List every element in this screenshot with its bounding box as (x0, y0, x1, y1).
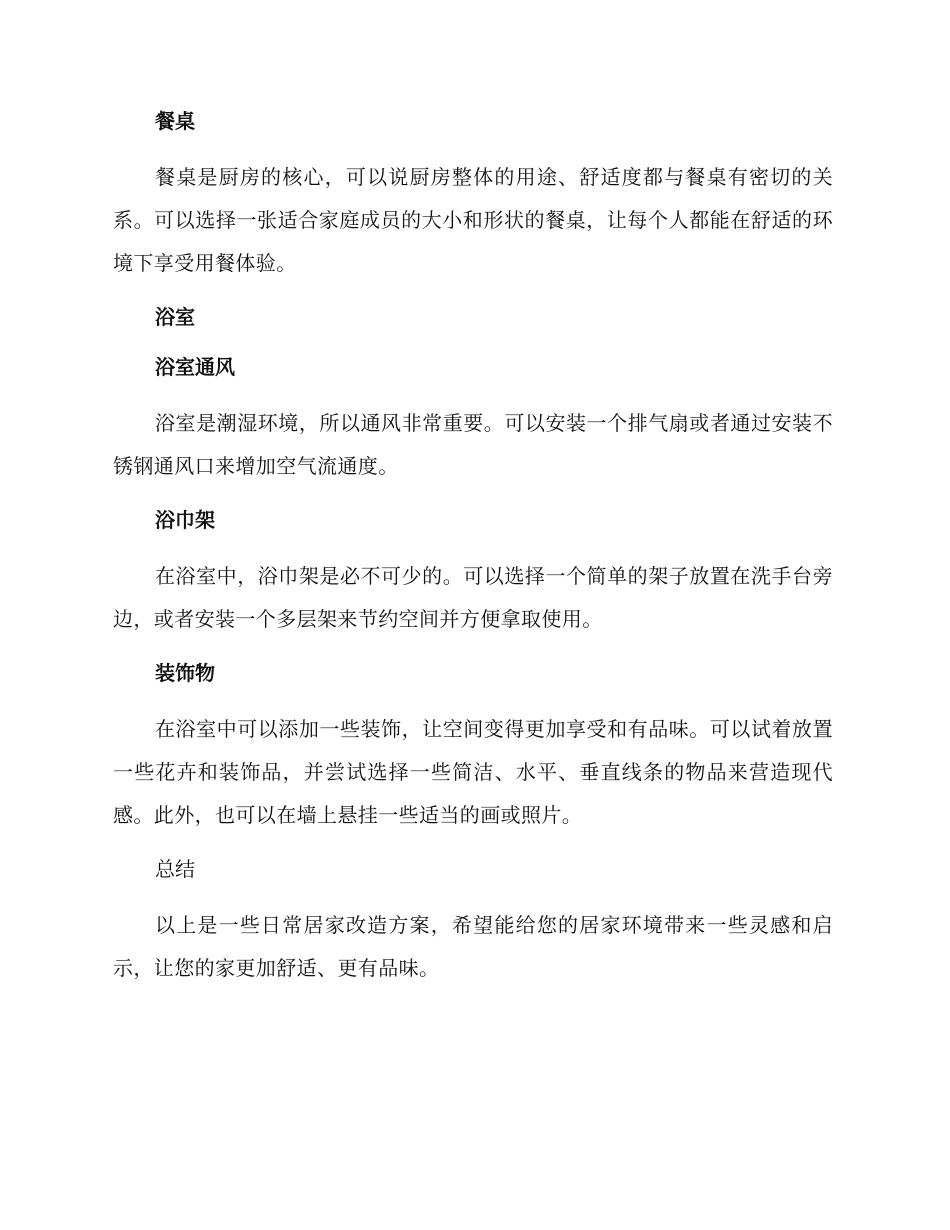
section-paragraph-bathroom-ventilation: 浴室是潮湿环境，所以通风非常重要。可以安装一个排气扇或者通过安装不锈钢通风口来增加空气流通度。 (113, 411, 833, 478)
section-paragraph-decorations: 在浴室中可以添加一些装饰，让空间变得更加享受和有品味。可以试着放置一些花卉和装饰品，并尝试选择一些简洁、水平、垂直线条的物品来营造现代感。此外，也可以在墙上悬挂一些适当的画或照片。 (113, 717, 833, 827)
section-heading-bathroom-ventilation: 浴室通风 (155, 355, 235, 379)
document-body (113, 106, 833, 1007)
section-heading-dining-table: 餐桌 (155, 109, 195, 133)
section-paragraph-towel-rack: 在浴室中，浴巾架是必不可少的。可以选择一个简单的架子放置在洗手台旁边，或者安装一个多层架来节约空间并方便拿取使用。 (113, 564, 833, 631)
section-paragraph-summary: 以上是一些日常居家改造方案，希望能给您的居家环境带来一些灵感和启示，让您的家更加舒适、更有品味。 (113, 913, 833, 980)
section-heading-bathroom: 浴室 (155, 305, 195, 329)
section-paragraph-dining-table: 餐桌是厨房的核心，可以说厨房整体的用途、舒适度都与餐桌有密切的关系。可以选择一张适合家庭成员的大小和形状的餐桌，让每个人都能在舒适的环境下享受用餐体验。 (113, 165, 833, 275)
section-heading-decorations: 装饰物 (155, 661, 215, 685)
section-heading-summary: 总结 (155, 857, 195, 881)
section-heading-towel-rack: 浴巾架 (155, 508, 215, 532)
